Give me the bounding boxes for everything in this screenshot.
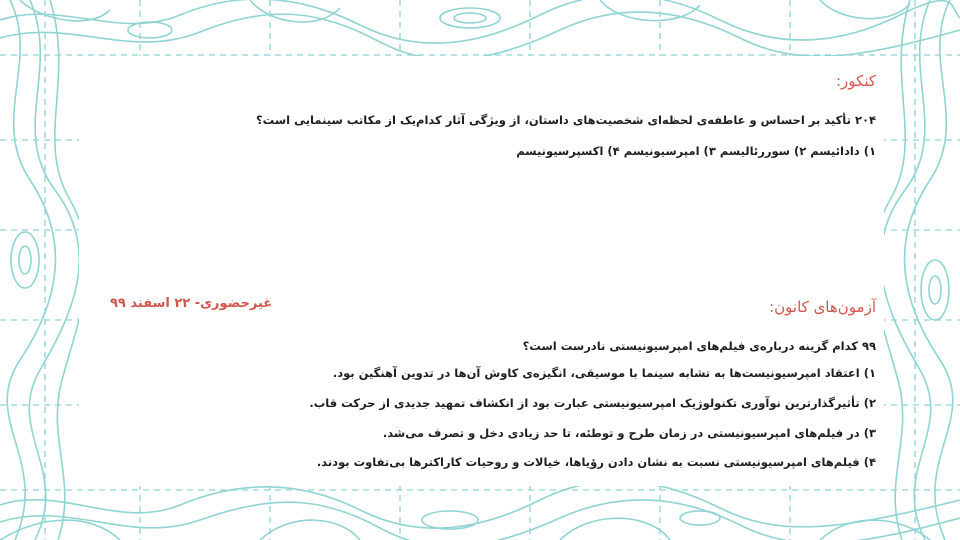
- section2-question: ۹۹ کدام گزینه درباره‌ی فیلم‌های امپرسیونیستی نادرست است؟: [522, 339, 876, 353]
- section1-options: ۱) دادائیسم ۲) سوررئالیسم ۳) امپرسیونیسم ۴) اکسپرسیونیسم: [516, 144, 876, 158]
- section2-date: غیرحضوری- ۲۲ اسفند ۹۹: [110, 296, 273, 311]
- section1-question: ۲۰۴ تأکید بر احساس و عاطفه‌ی لحظه‌ای شخصیت‌های داستان، از ویژگی آثار کدام‌یک از مکاتب سینمایی است؟: [255, 113, 876, 127]
- section2-option-1: ۱) اعتقاد امپرسیونیست‌ها به تشابه سینما با موسیقی، انگیزه‌ی کاوش آن‌ها در تدوین آهنگین بود.: [332, 366, 876, 380]
- section1-heading: کنکور:: [836, 72, 876, 90]
- section2-option-3: ۳) در فیلم‌های امپرسیونیستی در زمان طرح و توطئه، تا حد زیادی دخل و تصرف می‌شد.: [382, 426, 876, 440]
- section2-option-2: ۲) تأثیرگذارترین نوآوری تکنولوژیک امپرسیونیستی عبارت بود از انکشاف تمهید جدیدی از حرکت قاب.: [309, 396, 876, 410]
- section2-option-4: ۴) فیلم‌های امپرسیونیستی نسبت به نشان دادن رؤیاها، خیالات و روحیات کاراکترها بی‌تفاوت بودند.: [316, 455, 876, 469]
- section2-heading: آزمون‌های کانون:: [769, 298, 876, 316]
